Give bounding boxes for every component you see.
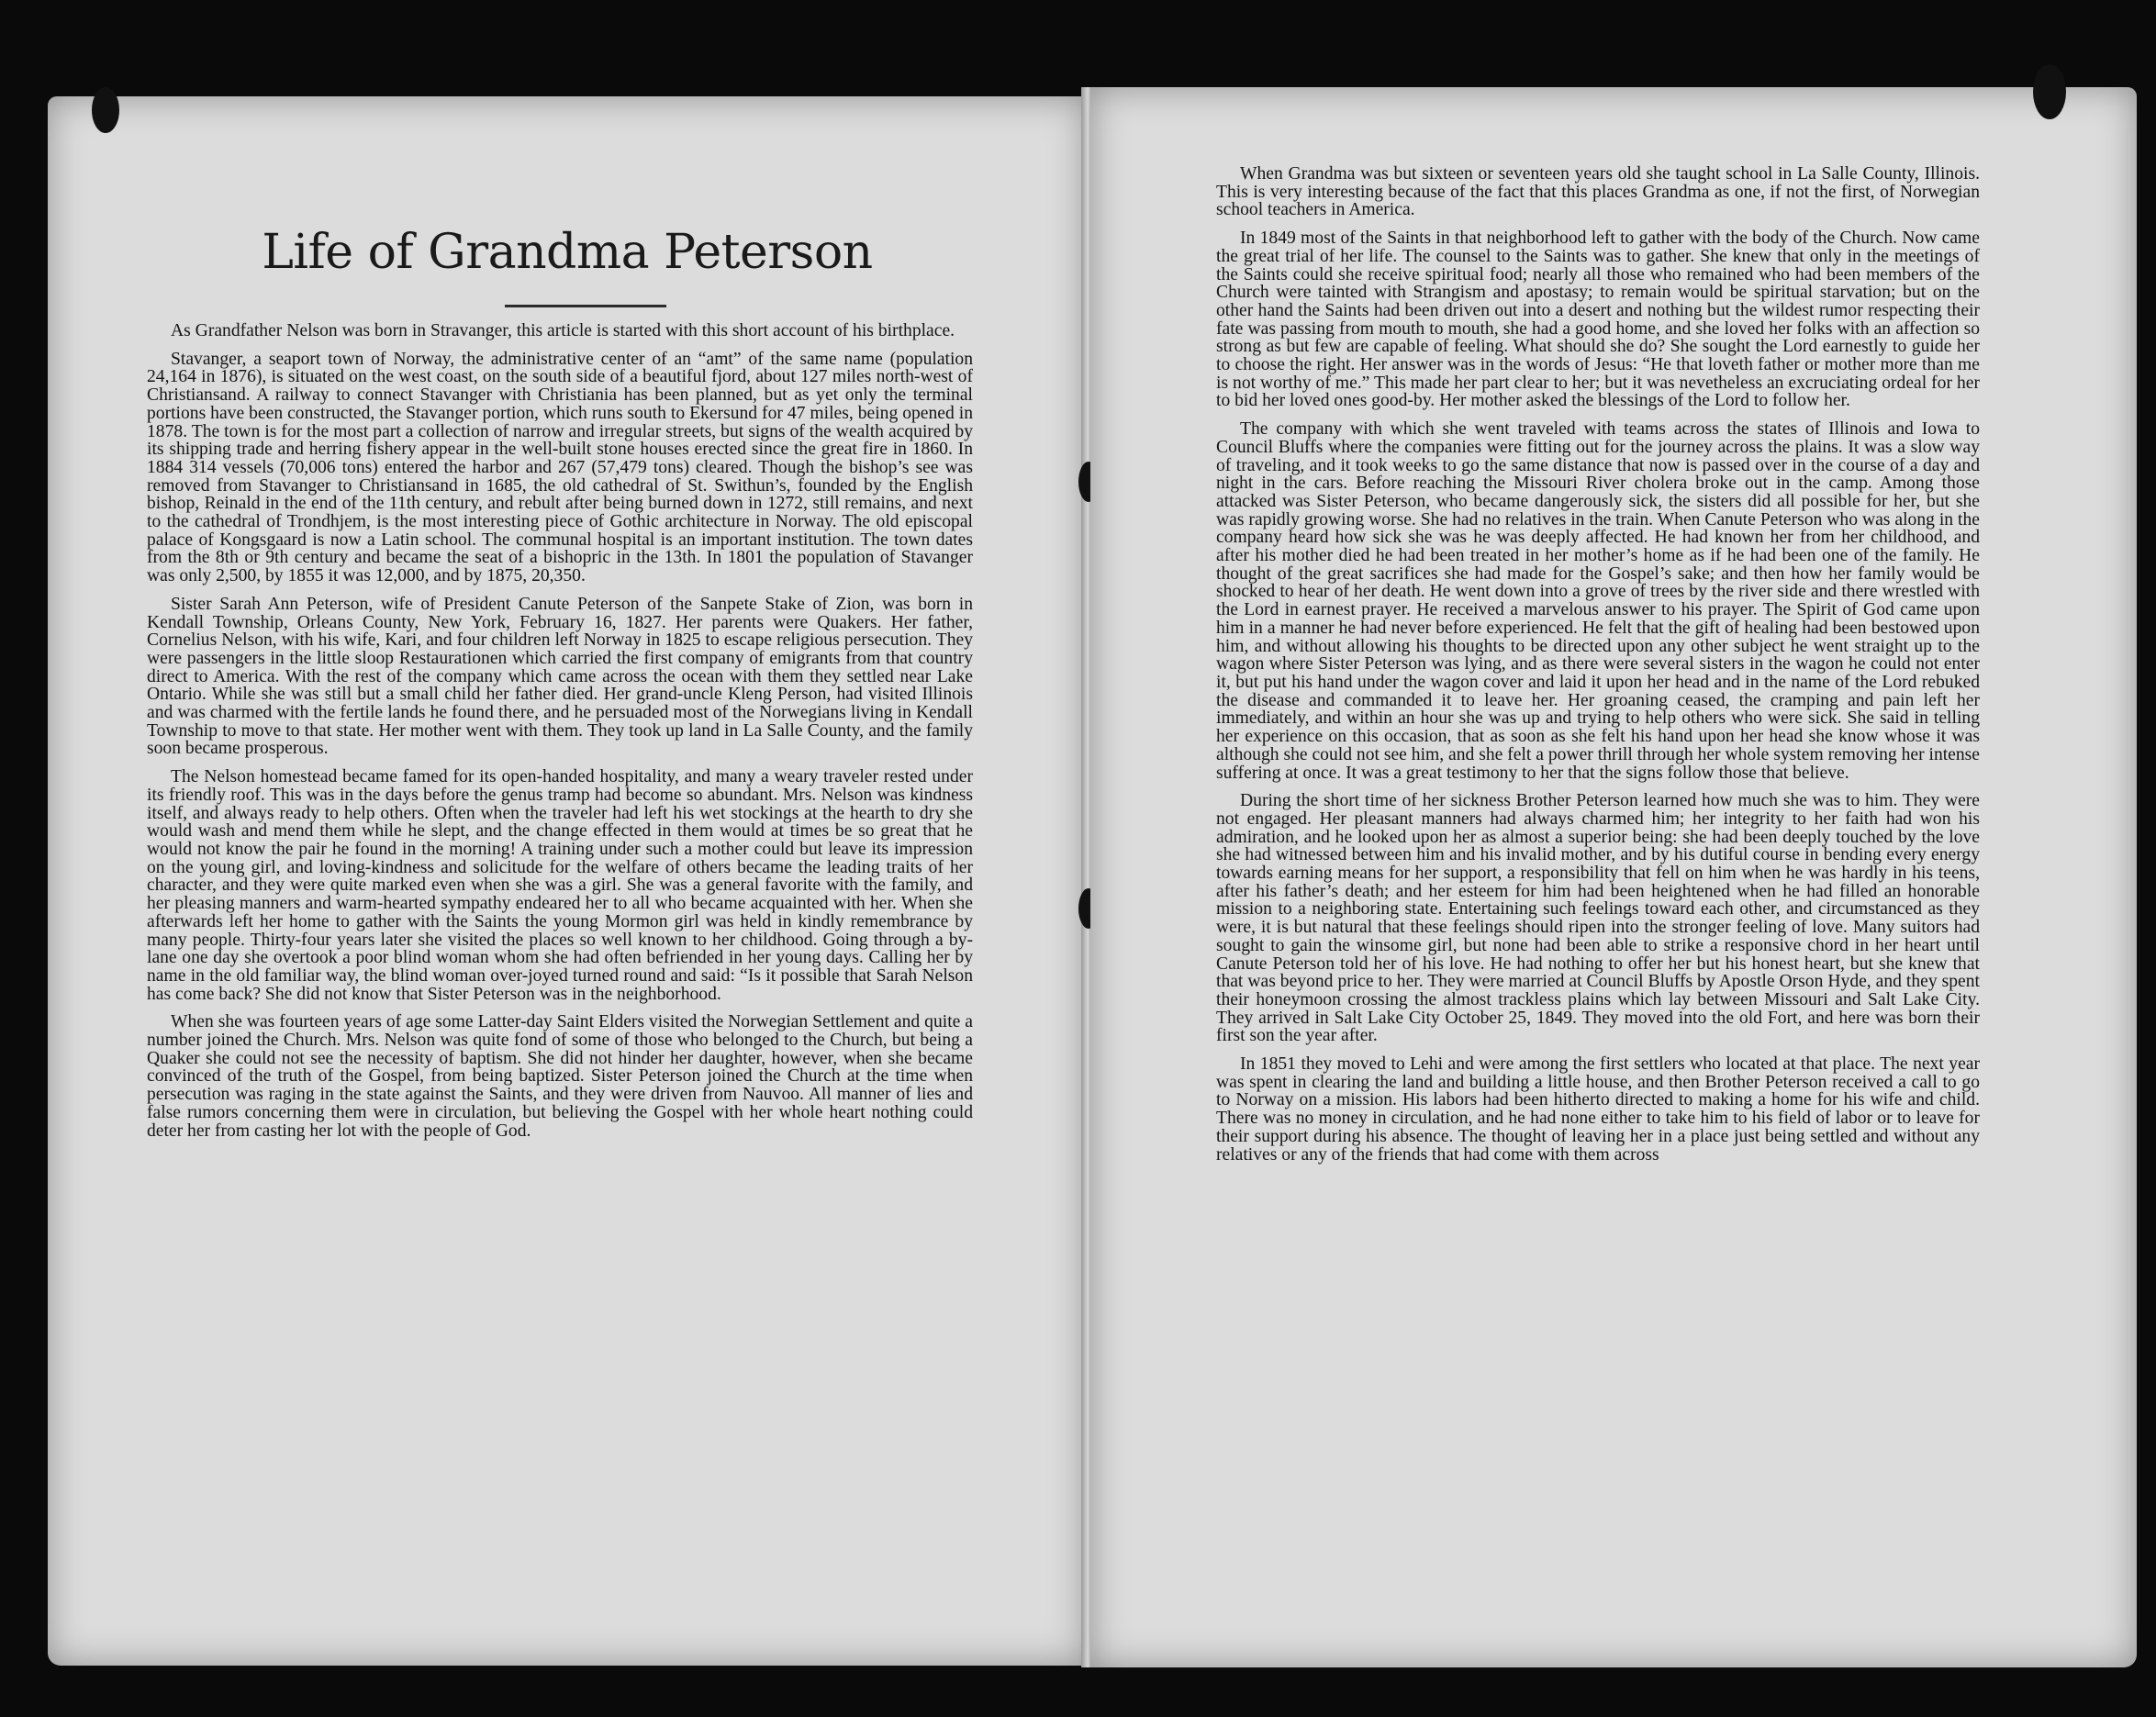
right-paragraph-5: In 1851 they moved to Lehi and were among the first settlers who located at that place. The next year was spent in clearing the land and building a little house, and then Brother Peterson received a call to go to Norway on a mission. His labors had been hitherto directed to making a home for his wife and child. There was no money in circulation, and he had none either to take him to his field of labor or to leave for their support during his absence. The thought of leaving her in a place just being settled and without any relatives or any of the friends that had come with them across: [1216, 1054, 1980, 1165]
right-paragraph-3: The company with which she went traveled with teams across the states of Illinois and Iowa to Council Bluffs where the companies were fitting out for the journey across the plains. It was a slow way of traveling, and it took weeks to go the same distance that now is passed over in the course of a day and night in the cars. Before reaching the Missouri River cholera broke out in the camp. Among those attacked was Sister Peterson, who became dangerously sick, the sisters did all possible for her, but she was rapidly growing worse. She had no relatives in the train. When Canute Peterson who was along in the company heard how sick she was he was deeply affected. He had known her from her childhood, and after his mother died he had been treated in her mother’s home as if he had been one of the family. He thought of the great sacrifices she had made for the Gospel’s sake; and then how her family would be shocked to hear of her death. He went down into a grove of trees by the river side and there wrestled with the Lord in earnest prayer. He received a marvelous answer to his prayer. The Spirit of God came upon him in a manner he had never before experienced. He felt that the gift of healing had been bestowed upon him, and without allowing his thoughts to be directed upon any other subject he went straight up to the wagon where Sister Peterson was lying, and as there were several sisters in the wagon he could not enter it, but put his hand under the wagon cover and laid it upon her head and in the name of the Lord rebuked the disease and commanded it to leave her. Her groaning ceased, the cramping and pain left her immediately, and within an hour she was up and trying to help others who were sick. She said in telling her experience on this occasion, that as soon as she felt his hand upon her head she know whose it was although she could not see him, and she felt a power thrill through her whole system removing her intense suffering at once. It was a great testimony to her that the signs follow those that believe.: [1216, 419, 1980, 783]
title-rule: [505, 305, 666, 307]
corner-blot-top-right: [2033, 64, 2066, 119]
right-paragraph-1: When Grandma was but sixteen or seventeen years old she taught school in La Salle County, Illinois. This is very interesting because of the fact that this places Grandma as one, if not the first, of Norwegian school teachers in America.: [1216, 164, 1980, 220]
left-paragraph-4: The Nelson homestead became famed for its open-handed hospitality, and many a weary traveler rested under its friendly roof. This was in the days before the genus tramp had become so abundant. Mrs. Nelson was kindness itself, and always ready to help others. Often when the traveler had left his wet stockings at the hearth to dry she would wash and mend them while he slept, and the change effected in them would at times be so great that he would not know the pair he found in the morning! A training under such a mother could but leave its impression on the young girl, and loving-kindness and solicitude for the welfare of others became the leading traits of her character, and they were quite marked even when she was a girl. She was a general favorite with the family, and her pleasing manners and warm-hearted sympathy endeared her to all who became acquainted with her. When she afterwards left her home to gather with the Saints the young Mormon girl was held in kindly remembrance by many people. Thirty-four years later she visited the places so well known to her childhood. Going through a by-lane one day she overtook a poor blind woman whom she had often befriended in her young days. Calling her by name in the old familiar way, the blind woman over-joyed turned round and said: “Is it possible that Sarah Nelson has come back? She did not know that Sister Peterson was in the neighborhood.: [147, 767, 973, 1004]
right-column: [1216, 165, 1980, 1174]
left-column: [147, 322, 973, 1150]
right-page: [1090, 87, 2137, 1667]
right-paragraph-2: In 1849 most of the Saints in that neighborhood left to gather with the body of the Church. Now came the great trial of her life. The counsel to the Saints was to gather. She knew that only in the meetings of the Saints could she receive spiritual food; nearly all those who remained who had been members of the Church were tainted with Strangism and apostasy; to remain would be spiritual starvation; but on the other hand the Saints had been driven out into a desert and nothing but the wildest rumor respecting their fate was passing from mouth to mouth, she had a good home, and she loved her folks with an affection so strong as but few are capable of feeling. What should she do? She sought the Lord earnestly to guide her to choose the right. Her answer was in the words of Jesus: “He that loveth father or mother more than me is not worthy of me.” This made her part clear to her; but it was nevetheless an excruciating ordeal for her to bid her loved ones good-by. Her mother asked the blessings of the Lord to follow her.: [1216, 229, 1980, 411]
article-title: Life of Grandma Peterson: [262, 225, 873, 280]
corner-blot-top-left: [92, 87, 119, 133]
left-paragraph-3: Sister Sarah Ann Peterson, wife of President Canute Peterson of the Sanpete Stake of Zion, was born in Kendall Township, Orleans County, New York, February 16, 1827. Her parents were Quakers. Her father, Cornelius Nelson, with his wife, Kari, and four children left Norway in 1825 to escape religious persecution. They were passengers in the little sloop Restaurationen which carried the first company of emigrants from that country direct to America. With the rest of the company which came across the ocean with them they settled near Lake Ontario. While she was still but a small child her father died. Her grand-uncle Kleng Person, had visited Illinois and was charmed with the fertile lands he found there, and he persuaded most of the Norwegians living in Kendall Township to move to that state. Her mother went with them. They took up land in La Salle County, and the family soon became prosperous.: [147, 594, 973, 759]
left-paragraph-5: When she was fourteen years of age some Latter-day Saint Elders visited the Norwegian Settlement and quite a number joined the Church. Mrs. Nelson was quite fond of some of those who belonged to the Church, but being a Quaker she could not see the necessity of baptism. She did not hinder her daughter, however, when she became convinced of the truth of the Gospel, from being baptized. Sister Peterson joined the Church at the time when persecution was raging in the state against the Saints, and they were driven from Nauvoo. All manner of lies and false rumors concerning them were in circulation, but believing the Gospel with her whole heart nothing could deter her from casting her lot with the people of God.: [147, 1012, 973, 1141]
left-paragraph-2: Stavanger, a seaport town of Norway, the administrative center of an “amt” of the same name (population 24,164 in 1876), is situated on the west coast, on the south side of a beautiful fjord, about 127 miles north-west of Christiansand. A railway to connect Stavanger with Christiania has been planned, but as yet only the terminal portions have been constructed, the Stavanger portion, which runs south to Ekersund for 47 miles, being opened in 1878. The town is for the most part a collection of narrow and irregular streets, but signs of the wealth acquired by its shipping trade and herring fishery appear in the well-built stone houses erected since the great fire in 1860. In 1884 314 vessels (70,006 tons) entered the harbor and 267 (57,479 tons) cleared. Though the bishop’s see was removed from Stavanger to Christiansand in 1685, the old cathedral of St. Swithun’s, founded by the English bishop, Reinald in the end of the 11th century, and rebult after being burned down in 1272, still remains, and next to the cathedral of Trondhjem, is the most interesting piece of Gothic architecture in Norway. The old episcopal palace of Kongsgaard is now a Latin school. The communal hospital is an important institution. The town dates from the 8th or 9th century and became the seat of a bishopric in the 13th. In 1801 the population of Stavanger was only 2,500, by 1855 it was 12,000, and by 1875, 20,350.: [147, 349, 973, 586]
left-page: [48, 96, 1087, 1666]
right-paragraph-4: During the short time of her sickness Brother Peterson learned how much she was to him. They were not engaged. Her pleasant manners had always charmed him; her integrity to her faith had won his admiration, and he looked upon her as almost a superior being: she had been deeply touched by the love she had witnessed between him and his invalid mother, and by his dutiful course in bending every energy towards earning means for her support, a responsibility that fell on him when he was hardly in his teens, after his father’s death; and her esteem for him had been heightened when he had filled an honorable mission to a neighboring state. Entertaining such feelings toward each other, and circumstanced as they were, it is but natural that these feelings should ripen into the stronger feeling of love. Many suitors had sought to gain the winsome girl, but none had been able to strike a responsive chord in her heart until Canute Peterson told her of his love. He had nothing to offer her but his honest heart, but she knew that that was beyond price to her. They were married at Council Bluffs by Apostle Orson Hyde, and they spent their honeymoon crossing the almost trackless plains which lay between Missouri and Salt Lake City. They arrived in Salt Lake City October 25, 1849. They moved into the old Fort, and here was born their first son the year after.: [1216, 791, 1980, 1046]
left-paragraph-1: As Grandfather Nelson was born in Stravanger, this article is started with this short account of his birthplace.: [171, 321, 955, 340]
